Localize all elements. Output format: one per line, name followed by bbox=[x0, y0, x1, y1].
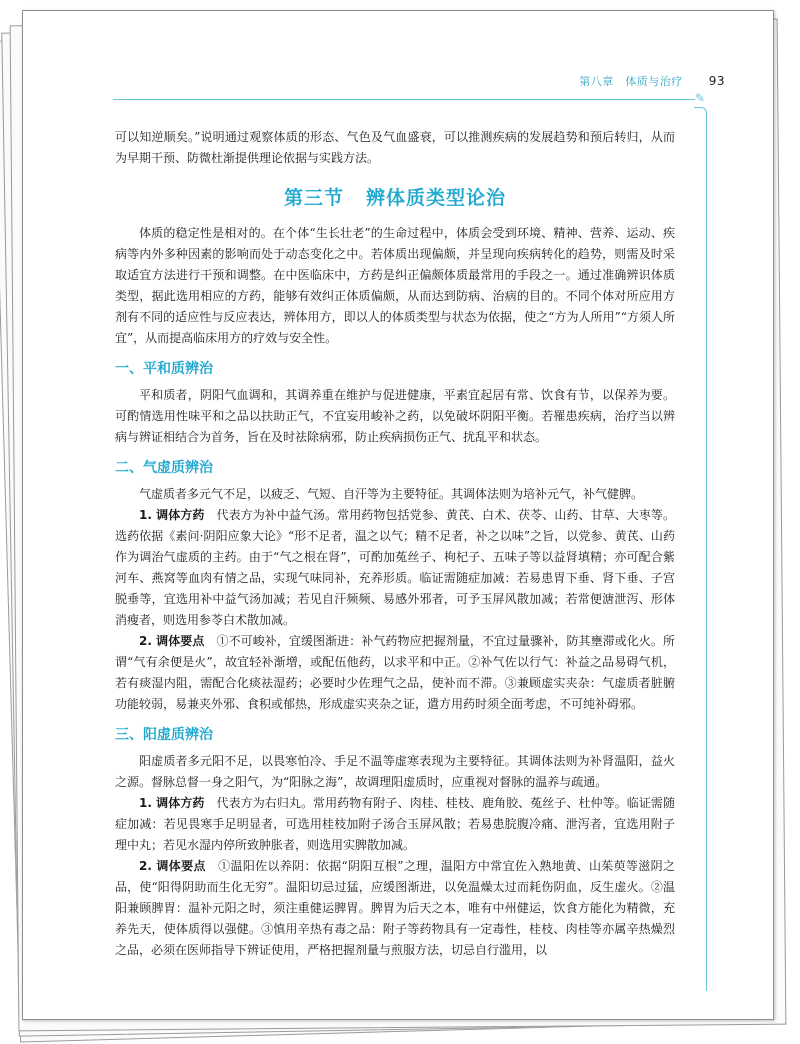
paragraph-text: ①温阳佐以养阴：依据“阴阳互根”之理，温阳方中常宜佐入熟地黄、山茱萸等滋阴之品，使“阳得阴助而生化无穷”。温阳切忌过猛，应缓图渐进，以免温燥太过而耗伤阴血，反生虚火。②温阳兼顾脾胃：温补元阳之时，须注重健运脾胃。脾胃为后天之本，唯有中州健运，饮食方能化为精微，充养先天，使体质得以强健。③慎用辛热有毒之品：附子等药物具有一定毒性，桂枝、肉桂等亦属辛热燥烈之品，必须在医师指导下辨证使用，严格把握剂量与煎服方法，切忌自行滥用，以 bbox=[115, 859, 675, 957]
header-rule bbox=[113, 99, 695, 100]
paragraph bbox=[115, 793, 675, 856]
subsection-heading-3: 三、阳虚质辨治 bbox=[115, 727, 213, 743]
pen-decoration-icon: ✎ bbox=[695, 91, 706, 105]
paragraph bbox=[115, 631, 675, 715]
chapter-title: 第八章 体质与治疗 bbox=[579, 75, 683, 88]
paragraph: 平和质者，阴阳气血调和，其调养重在维护与促进健康，平素宜起居有常、饮食有节，以保养为要。可酌情选用性味平和之品以扶助正气，不宜妄用峻补之药，以免破坏阴阳平衡。若罹患疾病，治疗当以辨病与辨证相结合为首务，旨在及时祛除病邪，防止疾病损伤正气、扰乱平和状态。 bbox=[115, 388, 675, 444]
book-page bbox=[22, 10, 774, 1020]
intro-continuation: 可以知逆顺矣。”说明通过观察体质的形态、气色及气血盛衰，可以推测疾病的发展趋势和预后转归，从而为早期干预、防微杜渐提供理论依据与实践方法。 bbox=[115, 130, 675, 165]
paragraph: 气虚质者多元气不足，以疲乏、气短、自汗等为主要特征。其调体法则为培补元气，补气健脾。 bbox=[139, 487, 644, 501]
paragraph-lead: 1. 调体方药 bbox=[139, 508, 205, 522]
subsection-heading-1: 一、平和质辨治 bbox=[115, 361, 213, 377]
running-header bbox=[579, 73, 725, 89]
section-title: 辨体质类型论治 bbox=[366, 187, 507, 209]
page-body bbox=[115, 127, 675, 961]
paragraph-lead: 2. 调体要点 bbox=[139, 859, 206, 873]
paragraph bbox=[115, 856, 675, 961]
margin-corner bbox=[694, 107, 707, 122]
section-heading bbox=[115, 185, 675, 211]
margin-rule bbox=[706, 121, 707, 991]
paragraph-text: ①不可峻补，宜缓图渐进：补气药物应把握剂量，不宜过量骤补，防其壅滞或化火。所谓“气有余便是火”，故宜轻补渐增，或配伍他药，以求平和中正。②补气佐以行气：补益之品易碍气机，若有痰湿内阻，需配合化痰祛湿药；必要时少佐理气之品，使补而不滞。③兼顾虚实夹杂：气虚质者脏腑功能较弱，易兼夹外邪、食积或郁热，形成虚实夹杂之证，遣方用药时须全面考虑，不可纯补碍邪。 bbox=[115, 634, 675, 711]
section-number: 第三节 bbox=[283, 187, 344, 209]
page-number: 93 bbox=[708, 74, 725, 88]
paragraph-text: 代表方为右归丸。常用药物有附子、肉桂、桂枝、鹿角胶、菟丝子、杜仲等。临证需随症加减：若见畏寒手足明显者，可选用桂枝加附子汤合玉屏风散；若易患脘腹冷痛、泄泻者，宜选用附子理中丸；若见水湿内停所致肿胀者，则选用实脾散加减。 bbox=[115, 796, 675, 852]
subsection-heading-2: 二、气虚质辨治 bbox=[115, 460, 213, 476]
section-intro-paragraph: 体质的稳定性是相对的。在个体“生长壮老”的生命过程中，体质会受到环境、精神、营养、运动、疾病等内外多种因素的影响而处于动态变化之中。若体质出现偏颇，并呈现向疾病转化的趋势，则需及时采取适宜方法进行干预和调整。在中医临床中，方药是纠正偏颇体质最常用的手段之一。通过准确辨识体质类型，据此选用相应的方药，能够有效纠正体质偏颇，从而达到防病、治病的目的。不同个体对所应用方剂有不同的适应性与反应表达，辨体用方，即以人的体质类型与状态为依据，使之“方为人所用”“方须人所宜”，从而提高临床用方的疗效与安全性。 bbox=[115, 226, 675, 345]
paragraph: 阳虚质者多元阳不足，以畏寒怕冷、手足不温等虚寒表现为主要特征。其调体法则为补肾温阳，益火之源。督脉总督一身之阳气，为“阳脉之海”，故调理阳虚质时，应重视对督脉的温养与疏通。 bbox=[115, 754, 675, 789]
paragraph-lead: 2. 调体要点 bbox=[139, 634, 205, 648]
paragraph-text: 代表方为补中益气汤。常用药物包括党参、黄芪、白术、茯苓、山药、甘草、大枣等。选药依据《素问·阴阳应象大论》“形不足者，温之以气；精不足者，补之以味”之旨，以党参、黄芪、山药作为调治气虚质的主药。由于“气之根在肾”，可酌加菟丝子、枸杞子、五味子等以益肾填精；亦可配合紫河车、燕窝等血肉有情之品，实现气味同补，充养形质。临证需随症加减：若易患胃下垂、肾下垂、子宫脱垂等，宜选用补中益气汤加减；若见自汗频频、易感外邪者，可予玉屏风散加减；若常便溏泄泻、形体消瘦者，则选用参苓白术散加减。 bbox=[115, 508, 675, 627]
paragraph-lead: 1. 调体方药 bbox=[139, 796, 205, 810]
paragraph bbox=[115, 505, 675, 631]
